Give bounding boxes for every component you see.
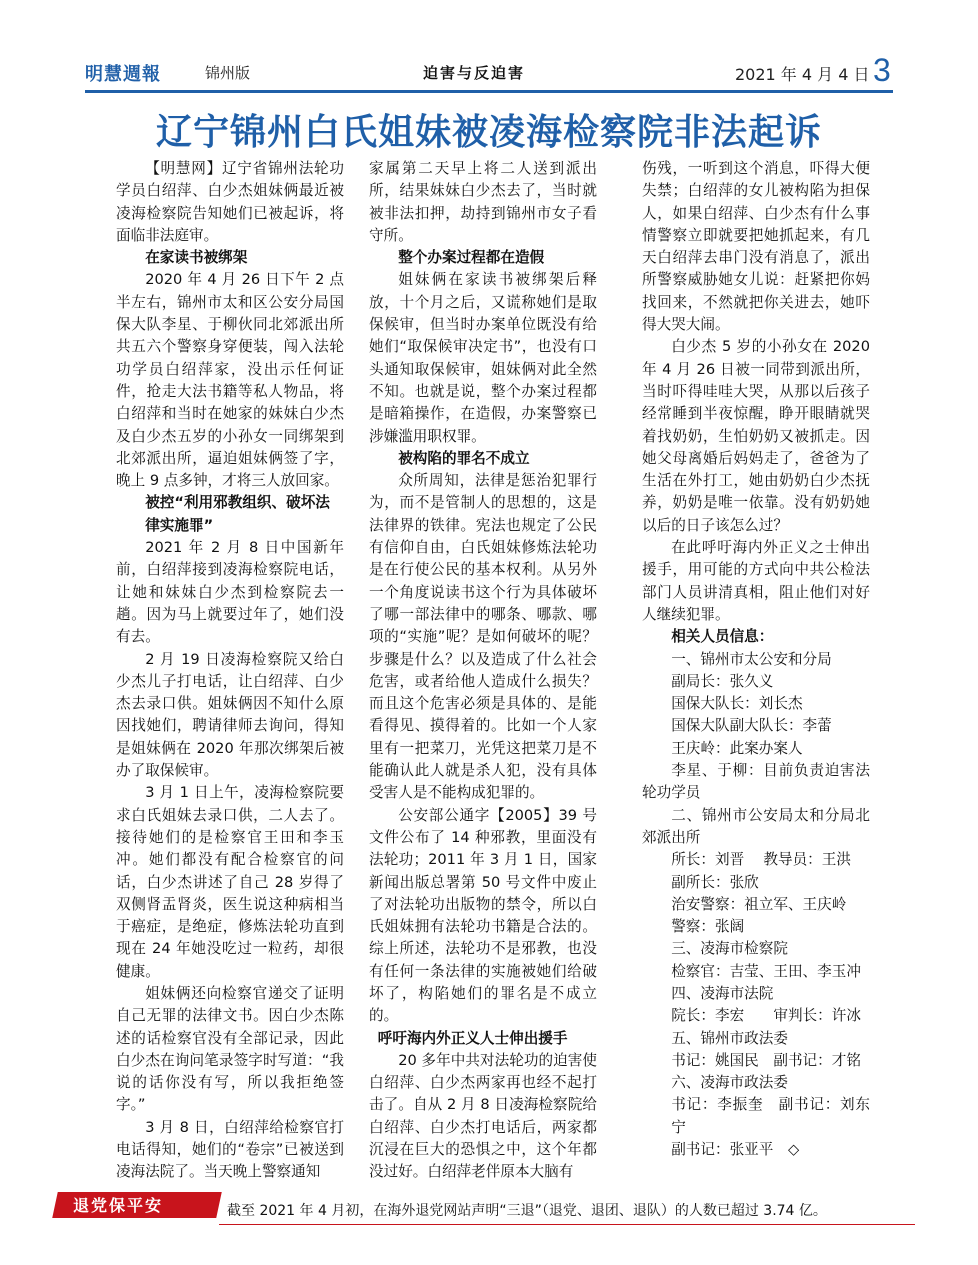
info-line-text: 二、锦州市公安局太和分局北郊派出所 xyxy=(642,806,870,846)
info-line: 王庆岭：此案办案人 xyxy=(671,739,803,757)
paragraph: 伤残，一听到这个消息，吓得大便失禁；白绍萍的女儿被构陷为担保人，如果白绍萍、白少杰有什么事情警察立即就要把她抓起来，有几天白绍萍去串门没有消息了，派出所警察威胁她女儿说：赶紧把你妈找回来，不然就把你关进去，她吓得大哭大闹。 xyxy=(642,160,870,334)
info-line: 五、锦州市政法委 xyxy=(671,1029,788,1047)
article-column-2 xyxy=(369,158,597,1184)
info-line: 副局长：张久义 xyxy=(671,672,774,690)
info-line: 六、凌海市政法委 xyxy=(671,1074,788,1092)
header-divider xyxy=(85,90,893,93)
info-line: 副所长：张欣 xyxy=(671,873,759,891)
paragraph: 家属第二天早上将二人送到派出所，结果妹妹白少杰去了，当时就被非法扣押，劫持到锦州市女子看守所。 xyxy=(369,160,597,244)
info-line: 国保大队副大队长：李蕾 xyxy=(671,717,832,735)
info-line: 检察官：吉莹、王田、李玉冲 xyxy=(671,962,861,980)
info-line: 四、凌海市法院 xyxy=(671,984,774,1002)
paragraph: 公安部公通字【2005】39 号文件公布了 14 种邪教，里面没有法轮功；2011 年 3 月 1 日，国家新闻出版总署第 50 号文件中废止了对法轮功出版物的禁令，所以白氏姐妹拥有法轮功书籍是合法的。综上所述，法轮功不是邪教，也没有任何一条法律的实施被她们给破坏了，构陷她们的罪名是不成立的。 xyxy=(369,806,597,1025)
newspaper-brand: 明慧週報 xyxy=(85,64,161,85)
paragraph: 白少杰 5 岁的小孙女在 2020 年 4 月 26 日被一同带到派出所，当时吓得哇哇大哭，从那以后孩子经常睡到半夜惊醒，睁开眼睛就哭着找奶奶，生怕奶奶又被抓走。因她父母离婚后妈妈走了，爸爸为了生活在外打工，她由奶奶白少杰抚养，奶奶是唯一依靠。没有奶奶她以后的日子该怎么过？ xyxy=(642,338,870,534)
paragraph: 姐妹俩还向检察官递交了证明自己无罪的法律文书。因白少杰陈述的话检察官没有全部记录，因此白少杰在询问笔录签字时写道：“我说的话你没有写，所以我拒绝签字。” xyxy=(116,984,344,1114)
subheading: 被构陷的罪名不成立 xyxy=(398,449,530,467)
info-line: 警察：张阔 xyxy=(671,918,745,936)
subheading: 呼吁海内外正义人士伸出援手 xyxy=(377,1029,568,1047)
paragraph: 在此呼吁海内外正义之士伸出援手，用可能的方式向中共公检法部门人员讲清真相，阻止他们对好人继续犯罪。 xyxy=(642,539,870,623)
paragraph: 【明慧网】辽宁省锦州法轮功学员白绍萍、白少杰姐妹俩最近被凌海检察院告知她们已被起诉，将面临非法庭审。 xyxy=(116,160,344,244)
paragraph: 3 月 8 日，白绍萍给检察官打电话得知，她们的“卷宗”已被送到凌海法院了。当天晚上警察通知 xyxy=(116,1118,344,1181)
paragraph: 20 多年中共对法轮功的迫害使白绍萍、白少杰两家再也经不起打击了。自从 2 月 8 日凌海检察院给白绍萍、白少杰打电话后，两家都沉浸在巨大的恐惧之中，这个年都没过好。白绍萍老伴原本大脑有 xyxy=(369,1051,597,1181)
info-line-text: 李星、于柳：目前负责迫害法轮功学员 xyxy=(642,762,870,802)
paragraph: 众所周知，法律是惩治犯罪行为，而不是管制人的思想的，这是法律界的铁律。宪法也规定了公民有信仰自由，白氏姐妹修炼法轮功是在行使公民的基本权利。从另外一个角度说读书这个行为具体破坏了哪一部法律中的哪条、哪款、哪项的“实施”呢？是如何破坏的呢？步骤是什么？以及造成了什么社会危害，或者给他人造成什么损失？而且这个危害必须是具体的、是能看得见、摸得着的。比如一个人家里有一把菜刀，光凭这把菜刀是不能确认此人就是杀人犯，没有具体受害人是不能构成犯罪的。 xyxy=(369,472,597,802)
issue-date: 2021 年 4 月 4 日 xyxy=(735,65,870,84)
paragraph: 2021 年 2 月 8 日中国新年前，白绍萍接到凌海检察院电话，让她和妹妹白少杰到检察院去一趟。因为马上就要过年了，她们没有去。 xyxy=(116,539,344,646)
article-headline: 辽宁锦州白氏姐妹被凌海检察院非法起诉 xyxy=(155,112,822,153)
page-number: 3 xyxy=(873,52,891,88)
info-line: 三、凌海市检察院 xyxy=(671,940,788,958)
paragraph: 2 月 19 日凌海检察院又给白少杰儿子打电话，让白绍萍、白少杰去录口供。姐妹俩因不知什么原因找她们，聘请律师去询问，得知是姐妹俩在 2020 年那次绑架后被办了取保候审。 xyxy=(116,650,344,780)
article-column-3 xyxy=(642,158,870,1161)
footer-notice: 截至 2021 年 4 月初，在海外退党网站声明“三退”（退党、退团、退队）的人数已超过 3.74 亿。 xyxy=(227,1203,827,1219)
footer-banner-label: 退党保平安 xyxy=(73,1196,164,1215)
article-column-1 xyxy=(116,158,344,1184)
info-line: 一、锦州市太公安和分局 xyxy=(671,650,832,668)
info-line: 院长：李宏 审判长：许冰 xyxy=(671,1007,861,1025)
paragraph: 姐妹俩在家读书被绑架后释放，十个月之后，又谎称她们是取保候审，但当时办案单位既没有给她们“取保候审决定书”，也没有口头通知取保候审，姐妹俩对此全然不知。也就是说，整个办案过程都是暗箱操作，在造假，办案警察已涉嫌滥用职权罪。 xyxy=(369,271,597,445)
footer-divider xyxy=(219,1224,915,1225)
info-line xyxy=(642,805,870,850)
info-line: 所长：刘晋 教导员：王洪 xyxy=(671,851,851,869)
edition-label: 锦州版 xyxy=(205,64,251,82)
subheading: 整个办案过程都在造假 xyxy=(398,249,545,267)
info-line: 书记：姚国民 副书记：才铭 xyxy=(671,1051,861,1069)
subheading: 在家读书被绑架 xyxy=(145,249,248,267)
subheading: 被控“利用邪教组织、破坏法律实施罪” xyxy=(145,494,330,534)
page-header xyxy=(85,52,893,90)
info-line: 书记：李振奎 副书记：刘东宁 xyxy=(671,1096,870,1136)
info-line xyxy=(642,760,870,805)
info-line: 副书记：张亚平 ◇ xyxy=(671,1141,800,1159)
info-line: 国保大队长：刘长杰 xyxy=(671,695,803,713)
paragraph: 2020 年 4 月 26 日下午 2 点半左右，锦州市太和区公安分局国保大队李星、于柳伙同北郊派出所共五六个警察身穿便装，闯入法轮功学员白绍萍家，没出示任何证件，抢走大法书籍等私人物品，将白绍萍和当时在她家的妹妹白少杰及白少杰五岁的小孙女一同绑架到北郊派出所，逼迫姐妹俩签了字，晚上 9 点多钟，才将三人放回家。 xyxy=(116,271,344,490)
info-line: 治安警察：祖立军、王庆岭 xyxy=(671,895,847,913)
subheading: 相关人员信息： xyxy=(671,628,774,646)
paragraph: 3 月 1 日上午，凌海检察院要求白氏姐妹去录口供，二人去了。接待她们的是检察官王田和李玉冲。她们都没有配合检察官的问话，白少杰讲述了自己 28 岁得了双侧肾盂肾炎，医生说这种病相当于癌症，是绝症，修炼法轮功直到现在 24 年她没吃过一粒药，却很健康。 xyxy=(116,784,344,980)
page-footer xyxy=(55,1188,915,1228)
section-title: 迫害与反迫害 xyxy=(423,64,526,82)
